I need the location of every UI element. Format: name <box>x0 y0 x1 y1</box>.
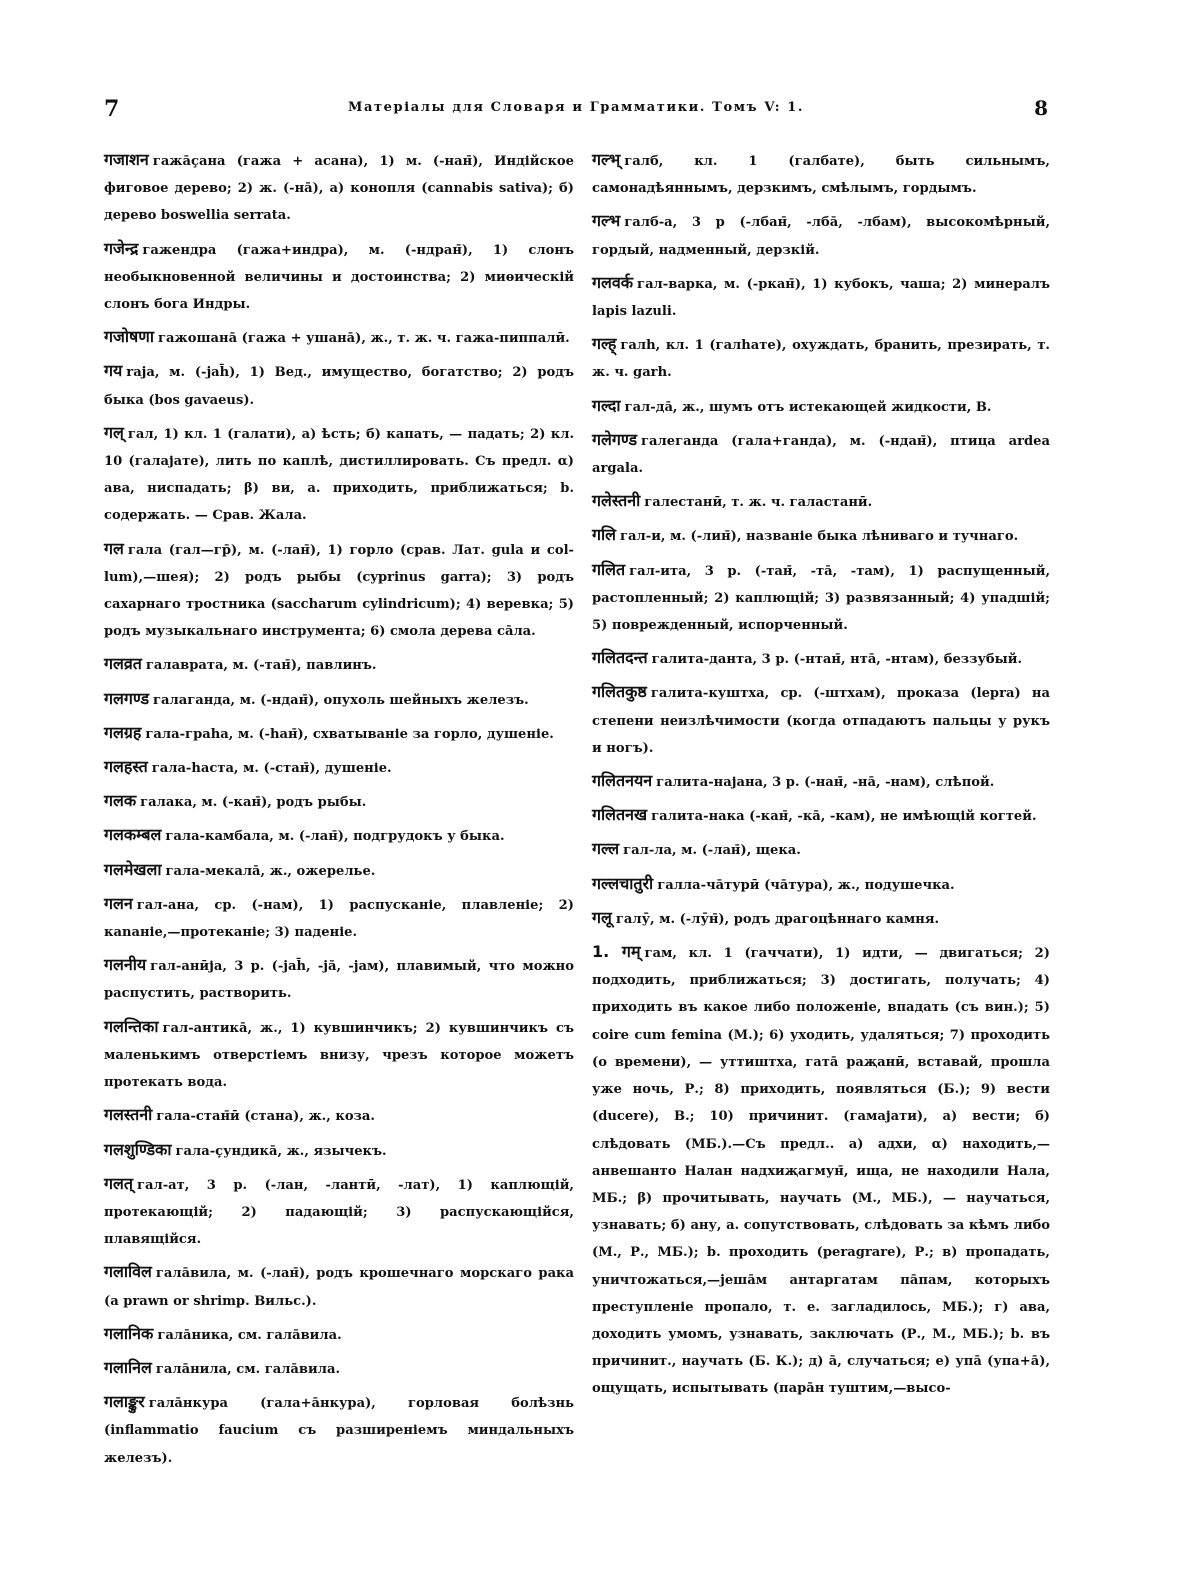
entry-definition: гал-да̄, ж., шумъ отъ истекающей жидкости, В. <box>624 399 992 415</box>
sanskrit-headword: गलकम्बल <box>104 825 162 845</box>
entry-definition: гажошана̄ (гажа + ушана̄), ж., т. ж. ч. гажа-пиппалӣ. <box>157 331 570 347</box>
dictionary-entry <box>104 821 574 850</box>
dictionary-entry <box>592 801 1050 830</box>
dictionary-entry <box>104 235 574 319</box>
sanskrit-headword: गलितकुष्ठ <box>592 682 647 702</box>
sanskrit-headword: गलमेखला <box>104 859 162 879</box>
entry-definition: гала-стан̄ӣ (стана), ж., коза. <box>156 1109 375 1125</box>
entry-definition: гала (гал—гр̄), м. (-лан̄), 1) горло (срав. Лат. gula и col-lum),—шея); 2) родъ рыбы (cyprinus garra); 3) родъ сахарнаго тростника (saccharum cylindricum); 4) веревка; 5) родъ музыкальнаго инструмента; 6) смола дерева са̄ла. <box>104 542 574 640</box>
sanskrit-headword: गलित <box>592 559 626 579</box>
sanskrit-headword: गलन <box>104 893 133 913</box>
dictionary-entry <box>592 521 1050 550</box>
sanskrit-headword: गलक <box>104 791 137 811</box>
dictionary-entry <box>104 419 574 530</box>
dictionary-entry <box>592 870 1050 899</box>
sanskrit-headword: गलि <box>592 525 617 545</box>
entry-definition: галита-најана, 3 р. (-нан̄, -на̄, -нам), слѣпой. <box>656 775 995 791</box>
entry-definition: гал-ана, ср. (-нам), 1) распусканіе, плавленіе; 2) каnаніе,—протеканіе; 3) паденіе. <box>104 897 574 941</box>
entry-definition: гал-анӣја, 3 р. (-jah̄, -jа̄, -jам), плавимый, что можно распустить, растворить. <box>104 959 574 1002</box>
dictionary-entry <box>592 938 1050 1402</box>
sanskrit-headword: गलव्रत <box>104 654 142 674</box>
sanskrit-headword: गलानिक <box>104 1323 154 1343</box>
entry-definition: галита-нака (-кан̄, -ка̄, -кам), не имѣющій когтей. <box>651 809 1037 825</box>
left-column <box>104 146 574 1477</box>
entry-definition: гал-ита, 3 р. (-тан̄, -та̄, -там), 1) распущенный, растопленный; 2) каплющій; 3) развязанный; 4) упадшій; 5) поврежденный, испорченный. <box>592 563 1050 634</box>
sanskrit-headword: गलन्तिका <box>104 1016 159 1036</box>
sanskrit-headword: गलवर्क <box>592 272 634 292</box>
dictionary-entry <box>104 323 574 352</box>
sanskrit-headword: गय <box>104 361 123 381</box>
entry-definition: гала-çундика̄, ж., язычекъ. <box>175 1143 387 1159</box>
entry-definition: гал-антика̄, ж., 1) кувшинчикъ; 2) кувшинчикъ съ маленькимъ отверстіемъ внизу, чрезъ которое можетъ протекать вода. <box>104 1020 574 1091</box>
entry-definition: галб, кл. 1 (галбате), быть сильнымъ, самонадѣяннымъ, дерзкимъ, смѣлымъ, гордымъ. <box>592 154 1050 197</box>
page-number-left: 7 <box>104 96 120 122</box>
dictionary-entry <box>104 1388 574 1472</box>
entry-definition: галаганда, м. (-ндан̄), опухоль шейныхъ железъ. <box>153 692 529 708</box>
sanskrit-headword: 1. गम् <box>592 942 641 962</box>
dictionary-entry <box>592 269 1050 325</box>
entry-definition: гажендра (гажа+индра), м. (-ндран̄), 1) слонъ необыкновенной величины и достоинства; 2) миѳическій слонъ бога Индры. <box>104 242 574 313</box>
dictionary-entry <box>104 890 574 946</box>
sanskrit-headword: गल्ह् <box>592 334 617 354</box>
sanskrit-headword: गलितनख <box>592 805 648 825</box>
dictionary-entry <box>104 1354 574 1383</box>
sanskrit-headword: गलाविल <box>104 1262 152 1282</box>
sanskrit-headword: गलू <box>592 907 612 927</box>
entry-definition: галита-куштха, ср. (-штхам), проказа (lepra) на степени неизлѣчимости (когда отпадаютъ пальцы у рукъ и ногъ). <box>592 686 1050 756</box>
dictionary-entry <box>592 426 1050 482</box>
dictionary-entry <box>592 767 1050 796</box>
entry-definition: галла-ча̄турӣ (ча̄тура), ж., подушечка. <box>657 877 955 893</box>
dictionary-entry <box>104 753 574 782</box>
right-column <box>592 146 1050 1408</box>
sanskrit-headword: गलेगण्ड <box>592 429 638 449</box>
dictionary-entry <box>592 644 1050 673</box>
entry-definition: гала̄вила, м. (-лан̄), родъ крошечнаго морскаго рака (a prawn or shrimp. Вильс.). <box>104 1266 574 1309</box>
dictionary-entry <box>104 685 574 714</box>
entry-definition: галб-а, 3 р (-лбан̄, -лба̄, -лбам), высокомѣрный, гордый, надменный, дерзкій. <box>592 215 1050 258</box>
sanskrit-headword: गलितदन्त <box>592 648 648 668</box>
dictionary-entry <box>104 1170 574 1254</box>
entry-definition: гажа̄çана (гажа + асана), 1) м. (-нан̄), Индійское фиговое дерево; 2) ж. (-на̄), а) конопля (cannabis sativa); б) дерево boswellia serrata. <box>104 154 574 224</box>
dictionary-entry <box>104 951 574 1007</box>
sanskrit-headword: गल् <box>104 422 124 442</box>
dictionary-entry <box>104 856 574 885</box>
dictionary-entry <box>592 487 1050 516</box>
dictionary-entry <box>104 1136 574 1165</box>
entry-definition: галӯ, м. (-лӯн̄), родъ драгоцѣннаго камня. <box>615 911 940 927</box>
dictionary-entry <box>592 207 1050 263</box>
dictionary-entry <box>592 392 1050 421</box>
dictionary-entry <box>104 357 574 413</box>
entry-definition: raja, м. (-jah̄), 1) Вед., имущество, богатство; 2) родъ быка (bos gavaeus). <box>104 365 574 408</box>
entry-definition: гал-ла, м. (-лан̄), щека. <box>623 843 801 859</box>
entry-definition: галеганда (гала+ганда), м. (-ндан̄), птица ardea argala. <box>592 433 1050 477</box>
entry-definition: гал-и, м. (-лин̄), названіе быка лѣниваго и тучнаго. <box>620 529 1019 545</box>
sanskrit-headword: गल्दा <box>592 395 621 415</box>
sanskrit-headword: गजोषणा <box>104 327 154 347</box>
dictionary-entry <box>592 556 1050 640</box>
dictionary-entry <box>104 1258 574 1314</box>
sanskrit-headword: गजेन्द्र <box>104 238 139 258</box>
dictionary-entry <box>104 787 574 816</box>
entry-definition: гала̄нила, см. гала̄вила. <box>155 1361 340 1377</box>
sanskrit-headword: गल्लचातुरी <box>592 873 654 893</box>
dictionary-entry <box>104 1013 574 1097</box>
dictionary-entry <box>592 330 1050 386</box>
entry-definition: гала̄ника, см. гала̄вила. <box>157 1327 342 1343</box>
entry-definition: галита-данта, 3 р. (-нтан̄, нта̄, -нтам), беззубый. <box>651 652 1023 668</box>
running-title: Матеріалы для Словаря и Грамматики. Томъ V: 1. <box>348 100 804 115</box>
dictionary-entry <box>104 535 574 646</box>
sanskrit-headword: गलहस्त <box>104 757 148 777</box>
sanskrit-headword: गलनीय <box>104 955 147 975</box>
entry-definition: гала-камбала, м. (-лан̄), подгрудокъ у быка. <box>165 829 505 845</box>
entry-definition: галака, м. (-кан̄), родъ рыбы. <box>140 795 367 811</box>
page-header <box>104 96 1048 122</box>
sanskrit-headword: गल्ल <box>592 839 620 859</box>
dictionary-entry <box>592 678 1050 762</box>
entry-definition: гам, кл. 1 (гаччати), 1) идти, — двигаться; 2) подходить, приближаться; 3) достигать, получать; 4) приходить въ какое либо положеніе, впадать (съ вин.); 5) coire cum femina (М.); 6) уходить, удаляться; 7) проходить (о времени), — уттиштха, гата̄ раҗанӣ, вставай, прошла уже ночь, Р.; 8) приходить, появляться (Б.); 9) вести (ducere), В.; 10) причинит. (гамајати), а) вести; б) слѣдовать (МБ.).—Съ предл.. а) адхи, α) находить,—анвешанто Налан надхиҗагмун̄, ища, не находили Нала, МБ.; β) прочитывать, научать (М., МБ.), — научаться, узнавать; б) ану, а. сопутствовать, слѣдовать за кѣмъ либо (М., Р., МБ.); b. проходить (peragrare), Р.; в) пропадать, уничтожаться,—jеша̄м антаргатам па̄пам, которыхъ преступленіе пропало, т. е. загладилось, МБ.); г) ава, доходить умомъ, узнавать, заключать (Р., М., МБ.); b. въ причинит., научать (Б. К.); д) а̄, случаться; е) упа̄ (упа+а̄), ощущать, испытывать (пара̄н туштим,—высо- <box>592 946 1050 1397</box>
entry-definition: гал, 1) кл. 1 (галати), а) ѣсть; б) капать, — падать; 2) кл. 10 (галајате), лить по каплѣ, дистиллировать. Съ предл. α) ава, ниспадать; β) ви, а. приходить, приближаться; b. содержать. — Срав. Жала. <box>104 426 574 524</box>
page-number-right: 8 <box>1034 96 1048 120</box>
dictionary-entry <box>104 146 574 230</box>
entry-definition: гала-hаста, м. (-стан̄), душеніе. <box>151 761 392 777</box>
entry-definition: галестанӣ, т. ж. ч. галастанӣ. <box>644 495 873 511</box>
entry-definition: гала-граhа, м. (-hан̄), схватываніе за горло, душеніе. <box>145 726 554 742</box>
sanskrit-headword: गलत् <box>104 1173 133 1193</box>
sanskrit-headword: गजाशन <box>104 150 149 169</box>
dictionary-entry <box>104 1101 574 1130</box>
sanskrit-headword: गलेस्तनी <box>592 491 641 511</box>
sanskrit-headword: गलाङ्कुर <box>104 1392 145 1412</box>
entry-definition: гала̄нкура (гала+а̄нкура), горловая болѣзнь (inflammatio faucium съ разширеніемъ миндальныхъ железъ). <box>104 1396 574 1466</box>
dictionary-entry <box>104 719 574 748</box>
sanskrit-headword: गलग्रह <box>104 722 142 742</box>
sanskrit-headword: गल्भ <box>592 211 621 231</box>
dictionary-entry <box>592 146 1050 202</box>
dictionary-entry <box>592 835 1050 864</box>
sanskrit-headword: गलानिल <box>104 1357 152 1377</box>
dictionary-entry <box>592 904 1050 933</box>
entry-definition: галh, кл. 1 (галhате), охуждать, бранить, презирать, т. ж. ч. garh. <box>592 338 1050 381</box>
entry-definition: галаврата, м. (-тан̄), павлинъ. <box>145 658 377 674</box>
dictionary-entry <box>104 650 574 679</box>
sanskrit-headword: गलस्तनी <box>104 1105 153 1125</box>
sanskrit-headword: गलितनयन <box>592 771 653 791</box>
entry-definition: гал-варка, м. (-ркан̄), 1) кубокъ, чаша; 2) минералъ lapis lazuli. <box>592 276 1050 320</box>
entry-definition: гала-мекала̄, ж., ожерелье. <box>165 863 376 879</box>
sanskrit-headword: गल <box>104 538 124 558</box>
dictionary-entry <box>104 1320 574 1349</box>
sanskrit-headword: गल्भ् <box>592 150 621 169</box>
sanskrit-headword: गलशुण्डिका <box>104 1139 172 1159</box>
sanskrit-headword: गलगण्ड <box>104 688 150 708</box>
entry-definition: гал-ат, 3 р. (-лан, -лантӣ, -лат), 1) каплющій, протекающій; 2) падающій; 3) распускающійся, плавящійся. <box>104 1177 574 1248</box>
